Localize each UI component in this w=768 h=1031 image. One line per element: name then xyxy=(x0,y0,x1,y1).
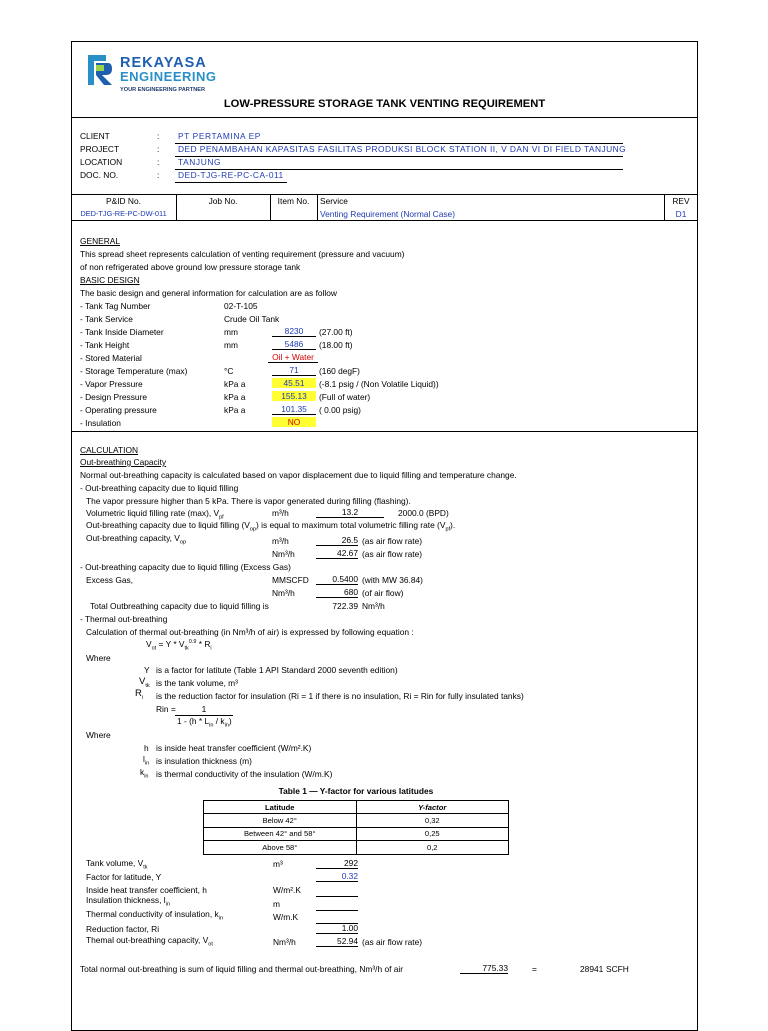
docrow-sep xyxy=(317,194,318,220)
calc-subheading: Out-breathing Capacity xyxy=(80,457,167,467)
equality-note: Out-breathing capacity due to liquid filling $(V_{op})$ is equal to maximum total volumetric filling rate $(V_{pf})$. xyxy=(86,520,456,533)
outbreathing-note: (as air flow rate) xyxy=(362,536,423,546)
outbreathing-value: 42.67 xyxy=(316,548,358,559)
table-row xyxy=(204,841,509,854)
param-note: ( 0.00 psig) xyxy=(319,405,361,415)
thermal-equation: $V_{ot} = Y * V_{tk}^{0.9} * R_i$ xyxy=(146,639,212,652)
brand-tagline: YOUR ENGINEERING PARTNER xyxy=(120,87,206,93)
section-divider xyxy=(71,431,698,432)
total-liquid-value: 722.39 xyxy=(332,601,358,611)
param-unit: kPa a xyxy=(224,405,246,415)
table-cell: Below 42° xyxy=(204,814,357,827)
outbreathing-note: (as air flow rate) xyxy=(362,549,423,559)
liquid-filling-heading: - Out-breathing capacity due to liquid filling xyxy=(80,483,239,493)
symbol: $V_{tk}$ xyxy=(139,676,150,689)
summary-blank xyxy=(316,896,358,897)
rin-label: Rin = xyxy=(156,704,176,714)
summary-value: 0.32 xyxy=(316,871,358,882)
info-value: PT PERTAMINA EP xyxy=(178,131,261,141)
symbol-desc: is insulation thickness (m) xyxy=(156,756,252,766)
symbol-desc: is the reduction factor for insulation (Ri = 1 if there is no insulation, Ri = Rin for fully insulated tanks) xyxy=(156,691,524,701)
info-label: CLIENT xyxy=(80,131,110,141)
symbol: $k_{in}$ xyxy=(140,767,149,780)
table-row xyxy=(204,827,509,840)
param-unit: °C xyxy=(224,366,234,376)
symbol-desc: is thermal conductivity of the insulation (W/m.K) xyxy=(156,769,333,779)
param-note: (-8.1 psig / (Non Volatile Liquid)) xyxy=(319,379,439,389)
table-title: Table 1 — Y-factor for various latitudes xyxy=(278,786,434,796)
param-label: - Stored Material xyxy=(80,353,142,363)
latitude-table xyxy=(203,800,509,855)
total-liquid-unit: Nm³/h xyxy=(362,601,385,611)
excess-gas-heading: - Out-breathing capacity due to liquid filling (Excess Gas) xyxy=(80,562,291,572)
param-label: - Tank Inside Diameter xyxy=(80,327,164,337)
param-note: (160 degF) xyxy=(319,366,360,376)
info-sep: : xyxy=(157,144,160,154)
outbreathing-unit: Nm³/h xyxy=(272,549,295,559)
info-sep: : xyxy=(157,131,160,141)
param-unit: mm xyxy=(224,340,238,350)
param-value: Oil + Water xyxy=(268,352,318,363)
info-value: DED PENAMBAHAN KAPASITAS FASILITAS PRODUKSI BLOCK STATION II, V DAN VI DI FIELD TANJUNG xyxy=(178,144,627,154)
outbreathing-unit: m³/h xyxy=(272,536,289,546)
excess-gas-label: Excess Gas, xyxy=(86,575,134,585)
summary-label: Tank volume, $V_{tk}$ xyxy=(86,858,148,871)
info-label: PROJECT xyxy=(80,144,120,154)
final-value: 775.33 xyxy=(460,963,508,974)
title-divider xyxy=(71,117,698,118)
summary-label: Factor for latitude, Y xyxy=(86,872,162,882)
param-label: - Tank Service xyxy=(80,314,133,324)
summary-label: Inside heat transfer coefficient, h xyxy=(86,885,207,895)
brand-sub: ENGINEERING xyxy=(120,69,217,84)
info-sep: : xyxy=(157,157,160,167)
final-label: Total normal out-breathing is sum of liquid filling and thermal out-breathing, Nm³/h of air xyxy=(80,964,404,974)
excess-gas-value: 680 xyxy=(316,587,358,598)
docrow-header-item: Item No. xyxy=(277,196,310,206)
param-unit: kPa a xyxy=(224,392,246,402)
outbreathing-label: Out-breathing capacity, $V_{op}$ xyxy=(86,533,187,546)
final-scfh-unit: SCFH xyxy=(606,964,629,974)
summary-value: 1.00 xyxy=(316,923,358,934)
symbol: $l_{in}$ xyxy=(143,754,150,767)
general-heading: GENERAL xyxy=(80,236,121,246)
basic-design-heading: BASIC DESIGN xyxy=(80,275,140,285)
info-underline xyxy=(175,182,287,183)
page-title: LOW-PRESSURE STORAGE TANK VENTING REQUIREMENT xyxy=(223,98,546,110)
summary-label: Thermal conductivity of insulation, $k_{in}$ xyxy=(86,909,223,922)
summary-unit: W/m.K xyxy=(273,912,299,922)
summary-unit: m xyxy=(273,899,280,909)
table-cell: 0,2 xyxy=(356,841,509,854)
table-header: Y-factor xyxy=(356,801,509,814)
table-cell: 0,32 xyxy=(356,814,509,827)
docrow-top xyxy=(71,194,698,195)
info-value: DED-TJG-RE-PC-CA-011 xyxy=(178,170,284,180)
param-value: 5486 xyxy=(272,339,316,350)
param-value: 71 xyxy=(272,365,316,376)
excess-gas-note: (with MW 36.84) xyxy=(362,575,423,585)
param-unit: 02-T-105 xyxy=(224,301,258,311)
excess-gas-value: 0.5400 xyxy=(316,574,358,585)
param-note: (27.00 ft) xyxy=(319,327,353,337)
info-underline xyxy=(175,156,623,157)
summary-value: 292 xyxy=(316,858,358,869)
volumetric-note: 2000.0 (BPD) xyxy=(398,508,449,518)
general-line: of non refrigerated above ground low pressure storage tank xyxy=(80,262,301,272)
info-value: TANJUNG xyxy=(178,157,222,167)
symbol: Y xyxy=(144,665,150,675)
volumetric-unit: m³/h xyxy=(272,508,289,518)
thermal-intro: Calculation of thermal out-breathing (in Nm³/h of air) is expressed by following equation : xyxy=(86,627,414,637)
calc-heading: CALCULATION xyxy=(80,445,139,455)
info-label: LOCATION xyxy=(80,157,123,167)
docrow-value-pid: DED-TJG-RE-PC-DW-011 xyxy=(80,209,167,218)
table-cell: Above 58° xyxy=(204,841,357,854)
volumetric-value: 13.2 xyxy=(316,507,384,518)
docrow-value-rev: D1 xyxy=(675,209,687,219)
docrow-header-pid: P&ID No. xyxy=(106,196,141,206)
info-label: DOC. NO. xyxy=(80,170,119,180)
summary-unit: m³ xyxy=(273,859,283,869)
thermal-heading: - Thermal out-breathing xyxy=(80,614,168,624)
general-line: This spread sheet represents calculation of venting requirement (pressure and vacuum) xyxy=(80,249,405,259)
basic-design-intro: The basic design and general information for calculation are as follow xyxy=(80,288,337,298)
rin-denominator: $1 - (h * L_{in} / k_{in})$ xyxy=(177,716,232,729)
excess-gas-note: (of air flow) xyxy=(362,588,404,598)
logo-mark-icon xyxy=(84,51,114,89)
excess-gas-unit: Nm³/h xyxy=(272,588,295,598)
symbol: h xyxy=(144,743,149,753)
volumetric-label: Volumetric liquid filling rate (max), $V_{pf}$ xyxy=(86,508,224,521)
summary-value: 52.94 xyxy=(316,936,358,947)
outbreathing-value: 26.5 xyxy=(316,535,358,546)
total-liquid-label: Total Outbreathing capacity due to liquid filling is xyxy=(90,601,269,611)
param-value: 155.13 xyxy=(272,391,316,401)
where-label: Where xyxy=(86,653,111,663)
param-label: - Insulation xyxy=(80,418,121,428)
docrow-bottom xyxy=(71,220,698,221)
table-cell: 0,25 xyxy=(356,827,509,840)
summary-label: Reduction factor, Ri xyxy=(86,924,160,934)
summary-label: Insulation thickness, $l_{in}$ xyxy=(86,895,170,908)
param-unit: mm xyxy=(224,327,238,337)
param-label: - Operating pressure xyxy=(80,405,157,415)
liquid-filling-note: The vapor pressure higher than 5 kPa. There is vapor generated during filling (flashing). xyxy=(86,496,411,506)
summary-label: Themal out-breathing capacity, $V_{ot}$ xyxy=(86,935,213,948)
summary-blank xyxy=(316,910,358,911)
symbol-desc: is inside heat transfer coefficient (W/m².K) xyxy=(156,743,312,753)
rin-numerator: 1 xyxy=(201,704,207,714)
param-value: 101.35 xyxy=(272,404,316,415)
param-label: - Design Pressure xyxy=(80,392,148,402)
info-sep: : xyxy=(157,170,160,180)
param-value: 45.51 xyxy=(272,378,316,388)
summary-unit: W/m².K xyxy=(273,885,301,895)
brand-name: REKAYASA xyxy=(120,55,207,71)
summary-unit: Nm³/h xyxy=(273,937,296,947)
symbol-desc: is a factor for latitute (Table 1 API Standard 2000 seventh edition) xyxy=(156,665,398,675)
excess-gas-unit: MMSCFD xyxy=(272,575,309,585)
table-header: Latitude xyxy=(204,801,357,814)
param-label: - Tank Height xyxy=(80,340,130,350)
brand-logo xyxy=(84,51,224,97)
param-unit: Crude Oil Tank xyxy=(224,314,280,324)
param-label: - Storage Temperature (max) xyxy=(80,366,188,376)
docrow-header-job: Job No. xyxy=(208,196,238,206)
table-header-row xyxy=(204,801,509,814)
final-equals: = xyxy=(532,964,537,974)
symbol-desc: is the tank volume, m³ xyxy=(156,678,238,688)
param-note: (Full of water) xyxy=(319,392,371,402)
docrow-header-rev: REV xyxy=(672,196,690,206)
table-cell: Between 42° and 58° xyxy=(204,827,357,840)
table-row xyxy=(204,814,509,827)
docrow-value-service: Venting Requirement (Normal Case) xyxy=(320,209,455,219)
param-label: - Vapor Pressure xyxy=(80,379,143,389)
param-value: 8230 xyxy=(272,326,316,337)
where-label: Where xyxy=(86,730,111,740)
param-note: (18.00 ft) xyxy=(319,340,353,350)
docrow-header-service: Service xyxy=(320,196,348,206)
param-value: NO xyxy=(272,417,316,427)
final-scfh-value: 28941 xyxy=(580,964,604,974)
param-unit: kPa a xyxy=(224,379,246,389)
summary-note: (as air flow rate) xyxy=(362,937,423,947)
calc-intro: Normal out-breathing capacity is calculated based on vapor displacement due to liquid filling and temperature change. xyxy=(80,470,517,480)
param-label: - Tank Tag Number xyxy=(80,301,151,311)
symbol: $R_i$ xyxy=(135,688,144,701)
